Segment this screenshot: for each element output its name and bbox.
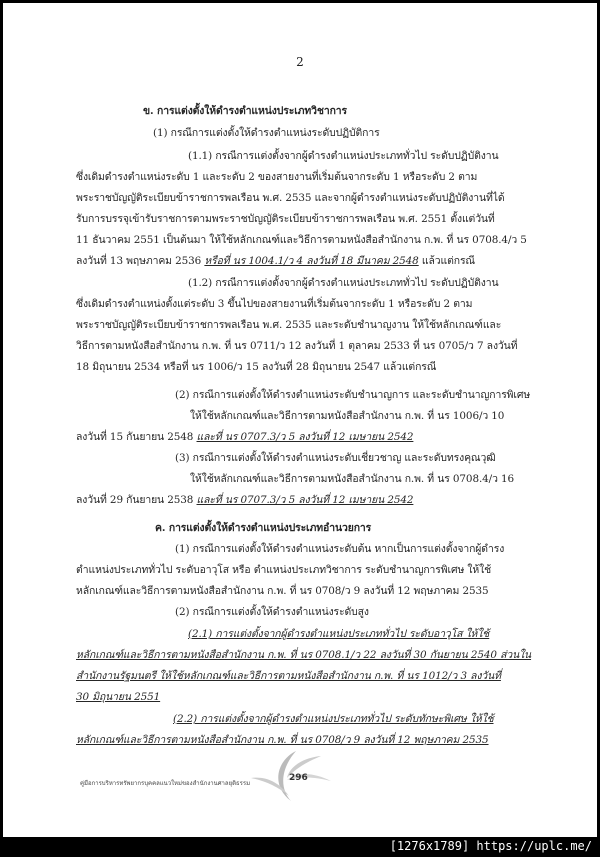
amendment-line: สำนักงานรัฐมนตรี ให้ใช้หลักเกณฑ์และวิธีการตามหนังสือสำนักงาน ก.พ. ที่ นร 1012/ว 3 ลงวันที่ — [76, 670, 501, 682]
paragraph-line: ลงวันที่ 13 พฤษภาคม 2536 หรือที่ นร 1004.1/ว 4 ลงวันที่ 18 มีนาคม 2548 แล้วแต่กรณี — [76, 255, 475, 267]
document-page — [3, 3, 597, 837]
footer-page-number: 296 — [289, 773, 308, 783]
paragraph-line: (2) กรณีการแต่งตั้งให้ดำรงตำแหน่งระดับสูง — [175, 606, 369, 618]
paragraph-line: (1.1) กรณีการแต่งตั้งจากผู้ดำรงตำแหน่งประเภททั่วไป ระดับปฏิบัติงาน — [188, 150, 499, 162]
paragraph-line: ซึ่งเดิมดำรงตำแหน่งตั้งแต่ระดับ 3 ขึ้นไปของสายงานที่เริ่มต้นจากระดับ 1 หรือระดับ 2 ตาม — [76, 298, 473, 310]
paragraph-line: พระราชบัญญัติระเบียบข้าราชการพลเรือน พ.ศ. 2535 และระดับชำนาญงาน ให้ใช้หลักเกณฑ์และ — [76, 319, 502, 331]
paragraph-line: ตำแหน่งประเภททั่วไป ระดับอาวุโส หรือ ตำแหน่งประเภทวิชาการ ระดับชำนาญการพิเศษ ให้ใช้ — [76, 564, 492, 576]
amendment-line: หลักเกณฑ์และวิธีการตามหนังสือสำนักงาน ก.พ. ที่ นร 0708/ว 9 ลงวันที่ 12 พฤษภาคม 2535 — [76, 734, 489, 746]
footer-title: คู่มือการบริหารทรัพยากรบุคคลแนวใหม่ของสำนักงานศาลยุติธรรม — [80, 780, 251, 787]
paragraph-line: รับการบรรจุเข้ารับราชการตามพระราชบัญญัติระเบียบข้าราชการพลเรือน พ.ศ. 2551 ตั้งแต่วันที่ — [76, 213, 495, 225]
amendment-line: หลักเกณฑ์และวิธีการตามหนังสือสำนักงาน ก.พ. ที่ นร 0708.1/ว 22 ลงวันที่ 30 กันยายน 2540 ส่วนใน — [76, 649, 532, 661]
paragraph-line: ให้ใช้หลักเกณฑ์และวิธีการตามหนังสือสำนักงาน ก.พ. ที่ นร 1006/ว 10 — [190, 410, 505, 422]
paragraph-line: ให้ใช้หลักเกณฑ์และวิธีการตามหนังสือสำนักงาน ก.พ. ที่ นร 0708.4/ว 16 — [190, 473, 515, 485]
amendment-text: และที่ นร 0707.3/ว 5 ลงวันที่ 12 เมษายน 2542 — [196, 431, 414, 443]
paragraph-line: ลงวันที่ 15 กันยายน 2548 และที่ นร 0707.3/ว 5 ลงวันที่ 12 เมษายน 2542 — [76, 431, 414, 443]
section-heading-c: ค. การแต่งตั้งให้ดำรงตำแหน่งประเภทอำนวยการ — [155, 522, 372, 534]
amendment-line: 30 มิถุนายน 2551 — [76, 691, 161, 703]
paragraph-line: หลักเกณฑ์และวิธีการตามหนังสือสำนักงาน ก.พ. ที่ นร 0708/ว 9 ลงวันที่ 12 พฤษภาคม 2535 — [76, 585, 489, 597]
page-number: 2 — [296, 55, 304, 69]
paragraph-line: (1) กรณีการแต่งตั้งให้ดำรงตำแหน่งระดับปฏิบัติการ — [153, 127, 380, 139]
amendment-line: (2.1) การแต่งตั้งจากผู้ดำรงตำแหน่งประเภททั่วไป ระดับอาวุโส ให้ใช้ — [188, 628, 490, 640]
paragraph-line: วิธีการตามหนังสือสำนักงาน ก.พ. ที่ นร 0711/ว 12 ลงวันที่ 1 ตุลาคม 2533 ที่ นร 0705/ว 7 ลงวันที่ — [76, 340, 518, 352]
paragraph-line: 11 ธันวาคม 2551 เป็นต้นมา ให้ใช้หลักเกณฑ์และวิธีการตามหนังสือสำนักงาน ก.พ. ที่ นร 0708.4/ว 5 — [76, 234, 527, 246]
paragraph-line: ซึ่งเดิมดำรงตำแหน่งระดับ 1 และระดับ 2 ของสายงานที่เริ่มต้นจากระดับ 1 หรือระดับ 2 ตาม — [76, 171, 478, 183]
paragraph-line: 18 มิถุนายน 2534 หรือที่ นร 1006/ว 15 ลงวันที่ 28 มิถุนายน 2547 แล้วแต่กรณี — [76, 361, 437, 373]
section-heading-b: ข. การแต่งตั้งให้ดำรงตำแหน่งประเภทวิชาการ — [143, 105, 347, 117]
amendment-text: หรือที่ นร 1004.1/ว 4 ลงวันที่ 18 มีนาคม 2548 — [204, 255, 419, 267]
paragraph-line: (3) กรณีการแต่งตั้งให้ดำรงตำแหน่งระดับเชี่ยวชาญ และระดับทรงคุณวุฒิ — [175, 452, 496, 464]
paragraph-line: (1.2) กรณีการแต่งตั้งจากผู้ดำรงตำแหน่งประเภททั่วไป ระดับปฏิบัติงาน — [188, 277, 499, 289]
paragraph-line: (1) กรณีการแต่งตั้งให้ดำรงตำแหน่งระดับต้น หากเป็นการแต่งตั้งจากผู้ดำรง — [175, 543, 505, 555]
paragraph-line: ลงวันที่ 29 กันยายน 2538 และที่ นร 0707.3/ว 5 ลงวันที่ 12 เมษายน 2542 — [76, 494, 414, 506]
amendment-text: และที่ นร 0707.3/ว 5 ลงวันที่ 12 เมษายน 2542 — [196, 494, 414, 506]
image-watermark: [1276x1789] https://uplc.me/ — [389, 839, 592, 853]
amendment-line: (2.2) การแต่งตั้งจากผู้ดำรงตำแหน่งประเภททั่วไป ระดับทักษะพิเศษ ให้ใช้ — [173, 713, 494, 725]
paragraph-line: (2) กรณีการแต่งตั้งให้ดำรงตำแหน่งระดับชำนาญการ และระดับชำนาญการพิเศษ — [175, 389, 531, 401]
paragraph-line: พระราชบัญญัติระเบียบข้าราชการพลเรือน พ.ศ. 2535 และจากผู้ดำรงตำแหน่งระดับปฏิบัติงานที่ได้ — [76, 192, 505, 204]
